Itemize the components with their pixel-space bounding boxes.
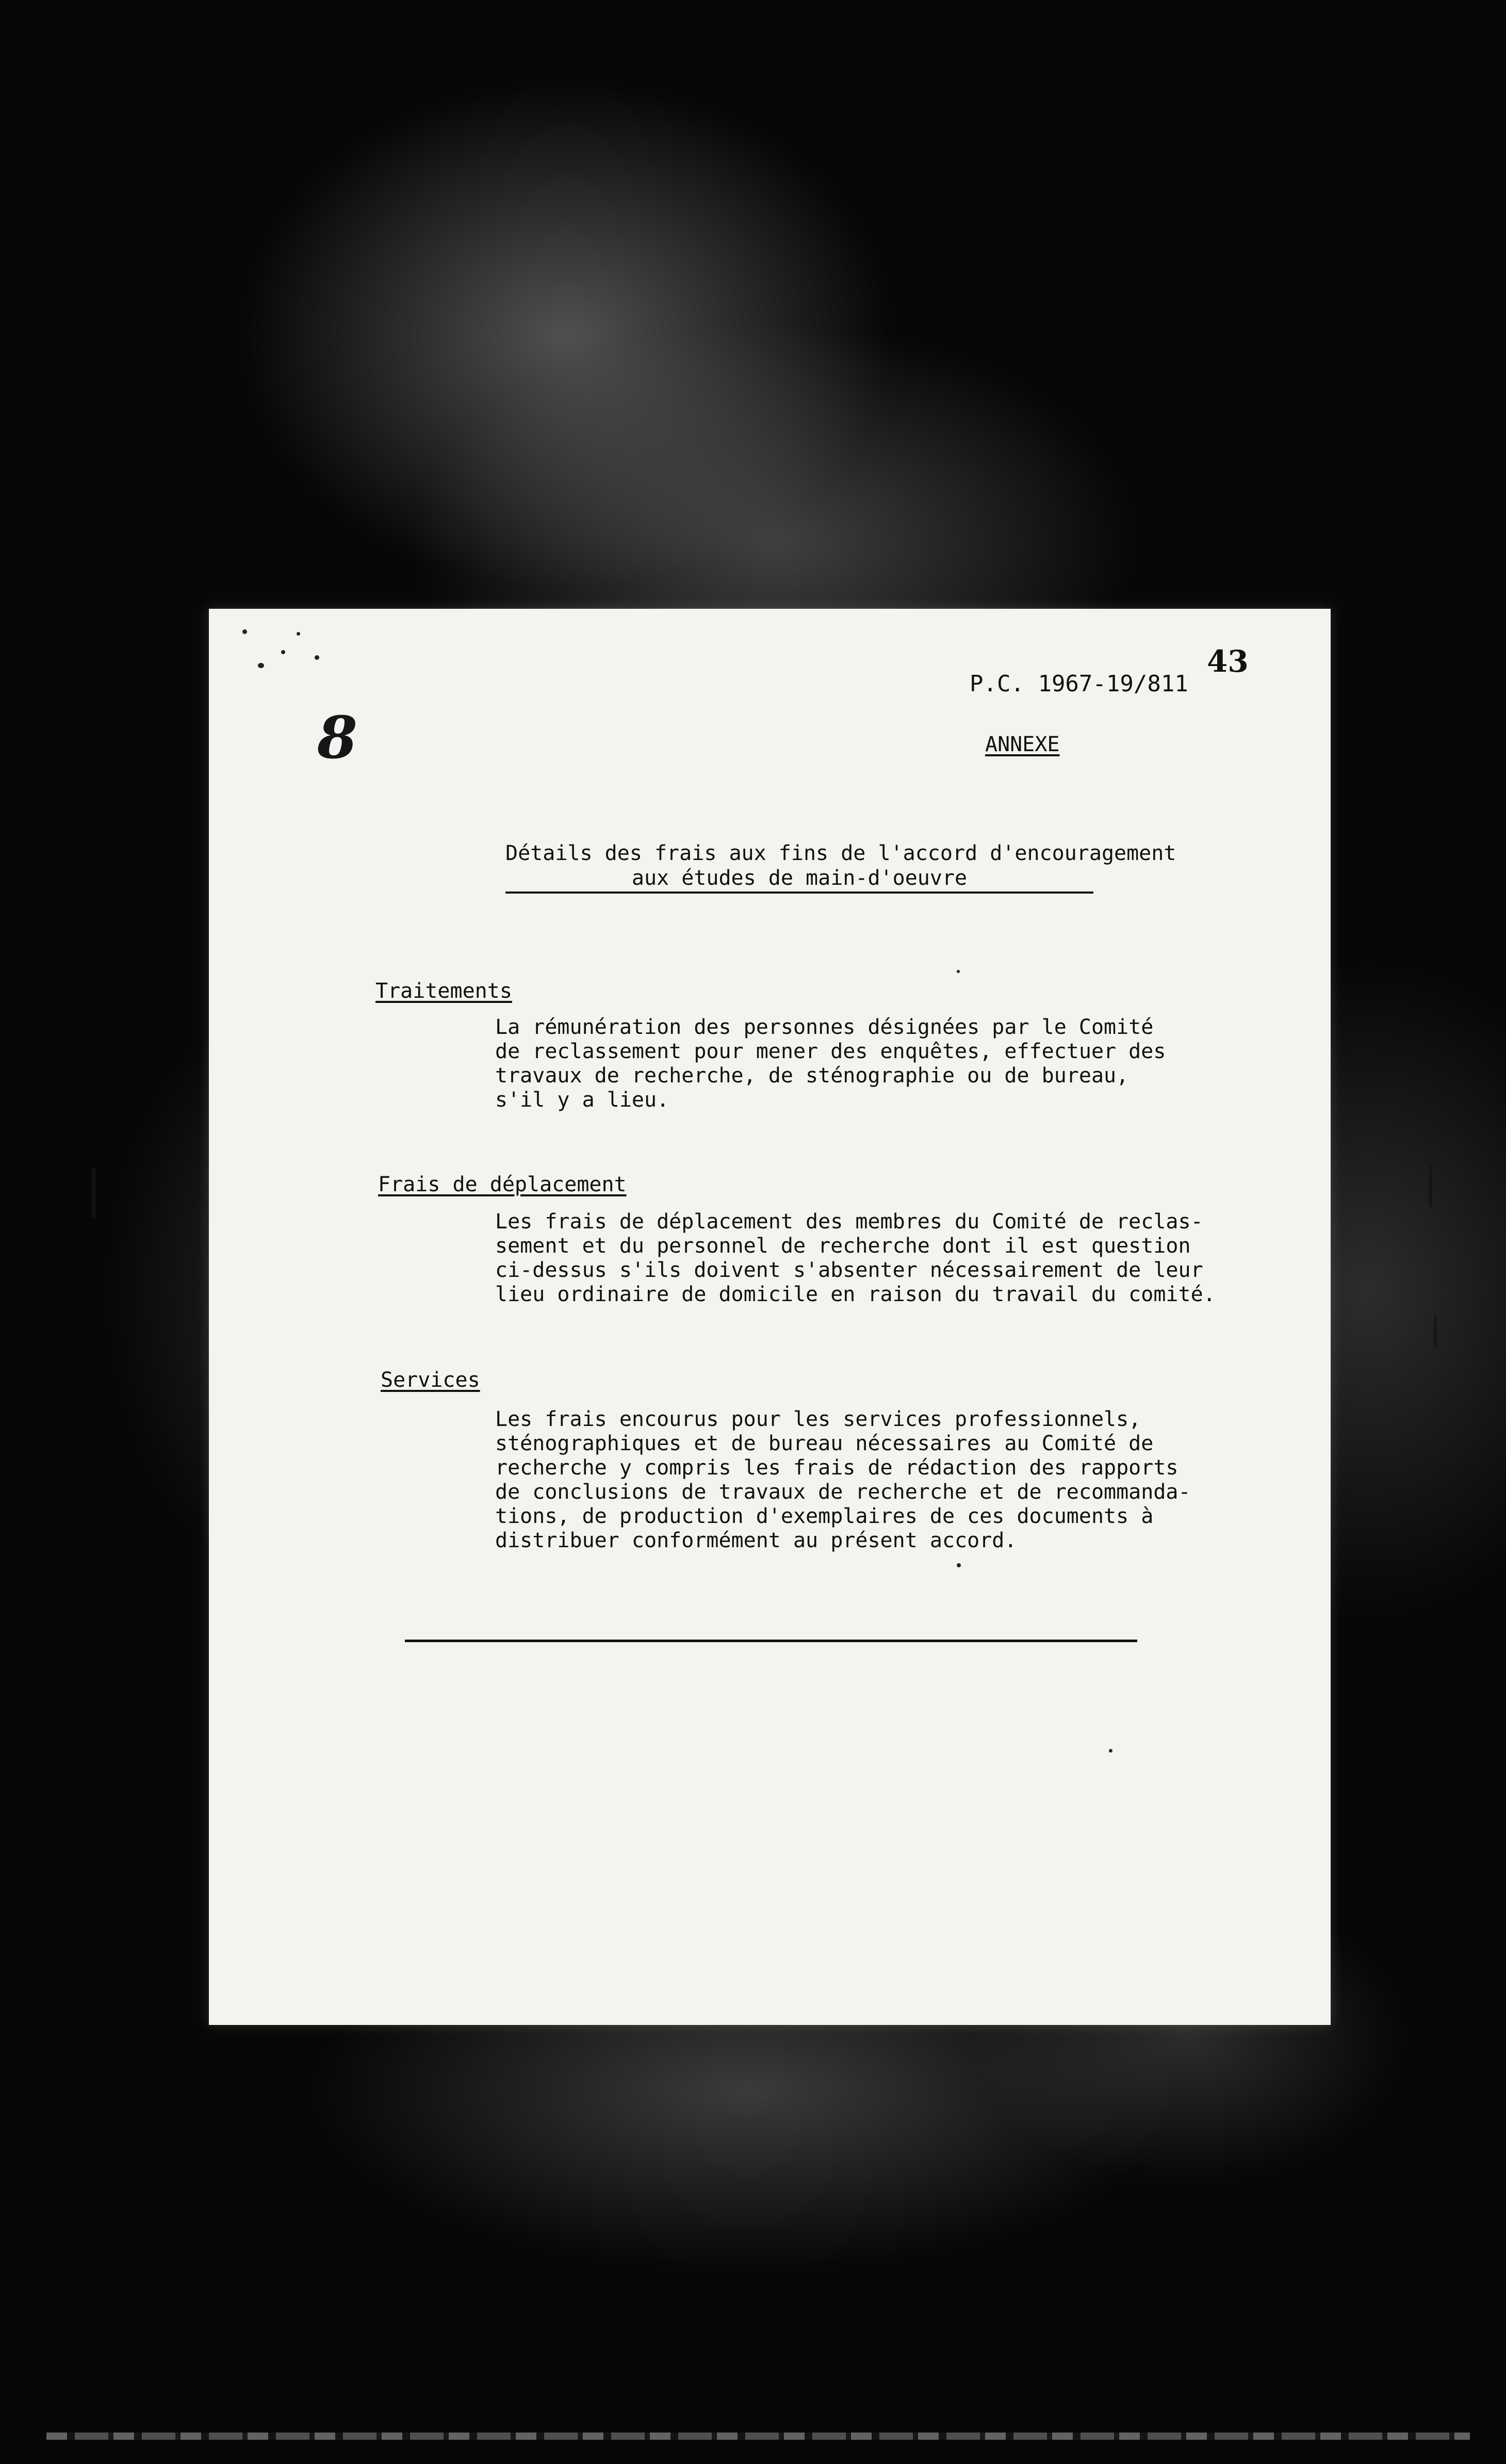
document-title xyxy=(505,841,1176,894)
paper-speck xyxy=(242,629,247,634)
body-line: ci-dessus s'ils doivent s'absenter nécessairement de leur xyxy=(495,1258,1203,1282)
annex-label: ANNEXE xyxy=(985,733,1060,756)
body-line: La rémunération des personnes désignées par le Comité xyxy=(495,1015,1154,1039)
document-page xyxy=(209,609,1331,2025)
body-line: distribuer conformément au présent accord. xyxy=(495,1529,1017,1552)
body-line: Les frais de déplacement des membres du Comité de reclas- xyxy=(495,1210,1203,1234)
paper-speck xyxy=(1109,1749,1112,1753)
section-body-traitements xyxy=(495,1015,1166,1112)
body-line: tions, de production d'exemplaires de ces documents à xyxy=(495,1504,1154,1528)
body-line: de conclusions de travaux de recherche et de recommanda- xyxy=(495,1480,1191,1504)
section-heading-traitements: Traitements xyxy=(375,979,512,1003)
order-reference: P.C. 1967-19/811 xyxy=(970,671,1188,697)
title-line: aux études de main-d'oeuvre xyxy=(631,866,968,890)
film-scratch xyxy=(92,1169,95,1218)
section-heading-frais-de-deplacement: Frais de déplacement xyxy=(378,1173,627,1196)
body-line: travaux de recherche, de sténographie ou de bureau, xyxy=(495,1064,1129,1088)
film-scratch xyxy=(1434,1316,1437,1347)
body-line: Les frais encourus pour les services professionnels, xyxy=(495,1407,1141,1431)
film-scratch xyxy=(1429,1166,1432,1207)
body-line: de reclassement pour mener des enquêtes, effectuer des xyxy=(495,1040,1166,1063)
body-line: s'il y a lieu. xyxy=(495,1088,669,1112)
section-body-frais-de-deplacement xyxy=(495,1210,1216,1307)
paper-speck xyxy=(957,1563,961,1567)
title-line: Détails des frais aux fins de l'accord d'encouragement xyxy=(505,841,1176,865)
section-heading-services: Services xyxy=(381,1368,480,1392)
paper-speck xyxy=(297,632,300,636)
closing-rule xyxy=(405,1640,1137,1642)
body-line: sement et du personnel de recherche dont il est question xyxy=(495,1234,1191,1258)
handwritten-number: 8 xyxy=(317,704,357,772)
section-body-services xyxy=(495,1407,1191,1553)
page-number: 43 xyxy=(1207,644,1249,679)
paper-speck xyxy=(315,655,319,660)
body-line: recherche y compris les frais de rédaction des rapports xyxy=(495,1456,1178,1480)
body-line: sténographiques et de bureau nécessaires au Comité de xyxy=(495,1432,1154,1455)
paper-speck xyxy=(258,663,264,668)
body-line: lieu ordinaire de domicile en raison du travail du comité. xyxy=(495,1283,1216,1306)
film-edge-strip xyxy=(46,2433,1470,2440)
paper-speck xyxy=(957,970,960,973)
paper-speck xyxy=(281,650,285,654)
